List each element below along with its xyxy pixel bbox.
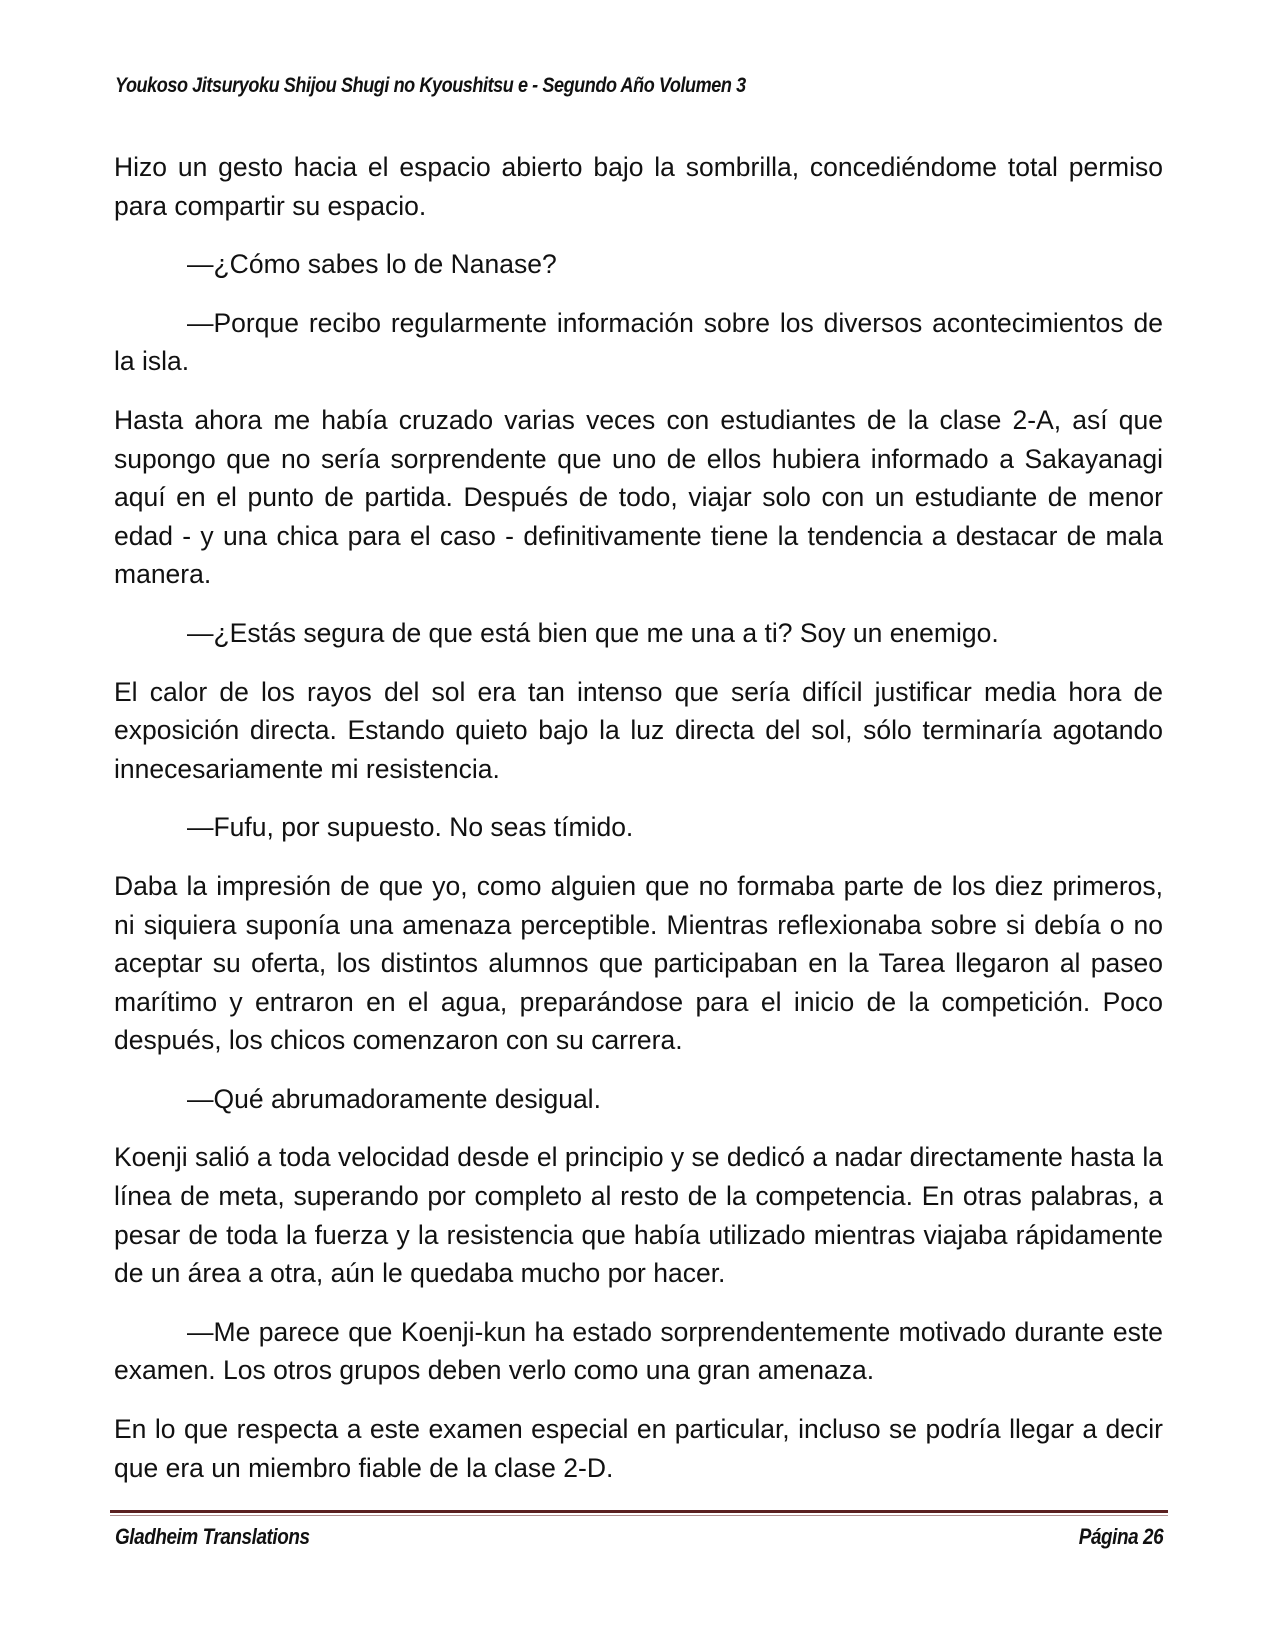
paragraph: Koenji salió a toda velocidad desde el principio y se dedicó a nadar directamente hasta la línea de meta, superando por completo al resto de la competencia. En otras palabras, a pesar de toda la fuerza y la resistencia que había utilizado mientras viajaba rápidamente de un área a otra, aún le quedaba mucho por hacer. (114, 1142, 1163, 1289)
paragraph: Daba la impresión de que yo, como alguien que no formaba parte de los diez primeros, ni siquiera suponía una amenaza perceptible. Mientras reflexionaba sobre si debía o no aceptar su oferta, los distintos alumnos que participaban en la Tarea llegaron al paseo marítimo y entraron en el agua, preparándose para el inicio de la competición. Poco después, los chicos comenzaron con su carrera. (114, 870, 1163, 1056)
paragraph: Hasta ahora me había cruzado varias veces con estudiantes de la clase 2-A, así que supongo que no sería sorprendente que uno de ellos hubiera informado a Sakayanagi aquí en el punto de partida. Después de todo, viajar solo con un estudiante de menor edad - y una chica para el caso - definitivamente tiene la tendencia a destacar de mala manera. (114, 404, 1163, 590)
dialogue-paragraph: —¿Cómo sabes lo de Nanase? (187, 249, 557, 280)
dialogue-paragraph: —Qué abrumadoramente desigual. (187, 1083, 601, 1114)
page-number: Página 26 (1078, 1524, 1163, 1549)
footer-credit: Gladheim Translations (115, 1524, 310, 1549)
paragraph: Hizo un gesto hacia el espacio abierto bajo la sombrilla, concediéndome total permiso para compartir su espacio. (114, 152, 1163, 221)
paragraph: En lo que respecta a este examen especial en particular, incluso se podría llegar a decir que era un miembro fiable de la clase 2-D. (114, 1414, 1163, 1483)
dialogue-paragraph: —Fufu, por supuesto. No seas tímido. (187, 812, 634, 843)
footer-rule-thin (110, 1515, 1168, 1516)
footer-rule (110, 1510, 1168, 1513)
dialogue-paragraph: —Me parece que Koenji-kun ha estado sorprendentemente motivado durante este examen. Los otros grupos deben verlo como una gran amenaza. (114, 1316, 1163, 1386)
paragraph: El calor de los rayos del sol era tan intenso que sería difícil justificar media hora de exposición directa. Estando quieto bajo la luz directa del sol, sólo terminaría agotando innecesariamente mi resistencia. (114, 676, 1163, 784)
dialogue-paragraph: —¿Estás segura de que está bien que me una a ti? Soy un enemigo. (187, 617, 999, 648)
running-header: Youkoso Jitsuryoku Shijou Shugi no Kyoushitsu e - Segundo Año Volumen 3 (115, 74, 746, 97)
page-body (114, 148, 1163, 1507)
dialogue-paragraph: —Porque recibo regularmente información sobre los diversos acontecimientos de la isla. (114, 307, 1163, 377)
